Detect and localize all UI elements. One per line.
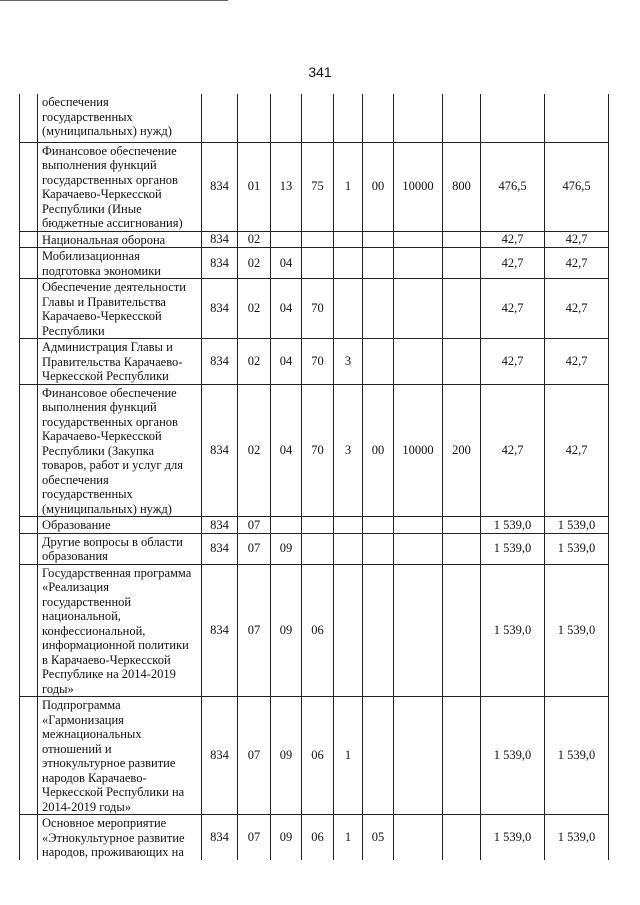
item-name: Другие вопросы в области образования [38,533,202,564]
table-row [20,94,609,142]
cell: 42,7 [545,279,609,339]
cell: 70 [302,339,334,385]
cell [334,231,363,248]
row-gutter [20,231,38,248]
cell: 1 539,0 [481,697,545,815]
row-gutter [20,142,38,231]
cell [545,94,609,142]
cell [334,533,363,564]
cell: 834 [202,697,238,815]
row-gutter [20,339,38,385]
cell: 1 539,0 [545,564,609,697]
cell: 13 [271,142,302,231]
cell: 04 [271,339,302,385]
row-gutter [20,533,38,564]
cell: 42,7 [481,248,545,279]
table-row [20,564,609,697]
cell: 1 539,0 [481,517,545,534]
cell: 09 [271,533,302,564]
cell: 1 [334,697,363,815]
table-row [20,339,609,385]
cell: 834 [202,248,238,279]
row-gutter [20,94,38,142]
item-name: Администрация Главы и Правительства Карачаево-Черкесской Республики [38,339,202,385]
cell [394,231,443,248]
cell: 834 [202,533,238,564]
cell [394,697,443,815]
cell: 476,5 [545,142,609,231]
row-gutter [20,279,38,339]
item-name: Финансовое обеспечение выполнения функций государственных органов Карачаево-Черкесской Республики (Иные бюджетные ассигнования) [38,142,202,231]
cell: 07 [238,815,271,860]
item-name: Образование [38,517,202,534]
cell: 1 [334,142,363,231]
cell [443,248,481,279]
cell: 200 [443,384,481,517]
cell [238,94,271,142]
cell [443,533,481,564]
cell [394,533,443,564]
cell [302,533,334,564]
table-row [20,517,609,534]
cell: 02 [238,279,271,339]
table-row [20,248,609,279]
cell [394,339,443,385]
cell [363,564,394,697]
cell [363,517,394,534]
scan-top-rule [0,0,228,1]
cell: 42,7 [481,231,545,248]
cell: 834 [202,564,238,697]
cell [271,94,302,142]
item-name: Финансовое обеспечение выполнения функций государственных органов Карачаево-Черкесской Республики (Закупка товаров, работ и услуг для обеспечения государственных (муниципальных) нужд) [38,384,202,517]
cell [443,697,481,815]
item-name: Национальная оборона [38,231,202,248]
item-name: Обеспечение деятельности Главы и Правительства Карачаево-Черкесской Республики [38,279,202,339]
cell: 09 [271,697,302,815]
cell [363,94,394,142]
cell: 1 539,0 [481,564,545,697]
table-row [20,231,609,248]
cell [363,533,394,564]
budget-table [19,94,609,860]
cell: 800 [443,142,481,231]
cell: 1 539,0 [481,815,545,860]
cell: 3 [334,339,363,385]
cell: 00 [363,384,394,517]
row-gutter [20,564,38,697]
cell: 04 [271,384,302,517]
cell: 02 [238,231,271,248]
table-row [20,815,609,860]
cell: 42,7 [545,384,609,517]
cell [443,517,481,534]
cell [334,517,363,534]
cell [363,248,394,279]
cell: 10000 [394,142,443,231]
item-name: Основное мероприятие «Этнокультурное развитие народов, проживающих на [38,815,202,860]
cell [271,517,302,534]
cell [394,517,443,534]
cell [334,564,363,697]
cell [443,94,481,142]
item-name: Подпрограмма «Гармонизация межнациональных отношений и этнокультурное развитие народов Карачаево-Черкесской Республики на 2014-2019 годы» [38,697,202,815]
cell: 04 [271,279,302,339]
row-gutter [20,815,38,860]
cell: 834 [202,517,238,534]
cell: 834 [202,142,238,231]
cell: 09 [271,564,302,697]
row-gutter [20,384,38,517]
cell [394,564,443,697]
cell: 1 539,0 [545,697,609,815]
cell [443,231,481,248]
cell: 06 [302,697,334,815]
cell: 70 [302,384,334,517]
cell: 42,7 [481,384,545,517]
cell [394,94,443,142]
cell [443,564,481,697]
cell: 09 [271,815,302,860]
cell [394,248,443,279]
cell: 70 [302,279,334,339]
cell: 1 539,0 [545,815,609,860]
cell: 04 [271,248,302,279]
cell: 1 539,0 [481,533,545,564]
cell [363,697,394,815]
cell [363,279,394,339]
table-body [20,94,609,860]
cell [394,279,443,339]
cell: 834 [202,384,238,517]
cell: 834 [202,231,238,248]
cell [302,231,334,248]
cell: 10000 [394,384,443,517]
table-row [20,533,609,564]
row-gutter [20,248,38,279]
cell: 42,7 [545,339,609,385]
cell: 06 [302,564,334,697]
cell: 834 [202,339,238,385]
cell [334,279,363,339]
cell: 07 [238,697,271,815]
cell: 834 [202,279,238,339]
cell [443,815,481,860]
cell [202,94,238,142]
cell [302,517,334,534]
cell [271,231,302,248]
item-name: Мобилизационная подготовка экономики [38,248,202,279]
cell: 42,7 [481,339,545,385]
page-number: 341 [308,64,332,80]
cell: 476,5 [481,142,545,231]
table-row [20,142,609,231]
cell: 00 [363,142,394,231]
cell: 1 539,0 [545,533,609,564]
cell: 02 [238,384,271,517]
row-gutter [20,517,38,534]
table-row [20,279,609,339]
cell: 07 [238,517,271,534]
cell: 07 [238,564,271,697]
cell: 42,7 [545,248,609,279]
item-name: Государственная программа «Реализация государственной национальной, конфессиональной, информационной политики в Карачаево-Черкесской Республике на 2014-2019 годы» [38,564,202,697]
cell [334,94,363,142]
cell [394,815,443,860]
table-row [20,384,609,517]
cell: 01 [238,142,271,231]
item-name: обеспечения государственных (муниципальных) нужд) [38,94,202,142]
cell [363,231,394,248]
cell: 42,7 [545,231,609,248]
cell: 02 [238,339,271,385]
cell: 834 [202,815,238,860]
cell [302,94,334,142]
cell: 3 [334,384,363,517]
cell: 02 [238,248,271,279]
cell [443,339,481,385]
cell [443,279,481,339]
row-gutter [20,697,38,815]
cell [481,94,545,142]
cell: 07 [238,533,271,564]
cell [302,248,334,279]
cell [334,248,363,279]
cell: 1 539,0 [545,517,609,534]
cell: 06 [302,815,334,860]
table-row [20,697,609,815]
cell: 1 [334,815,363,860]
cell: 75 [302,142,334,231]
cell: 42,7 [481,279,545,339]
cell [363,339,394,385]
cell: 05 [363,815,394,860]
